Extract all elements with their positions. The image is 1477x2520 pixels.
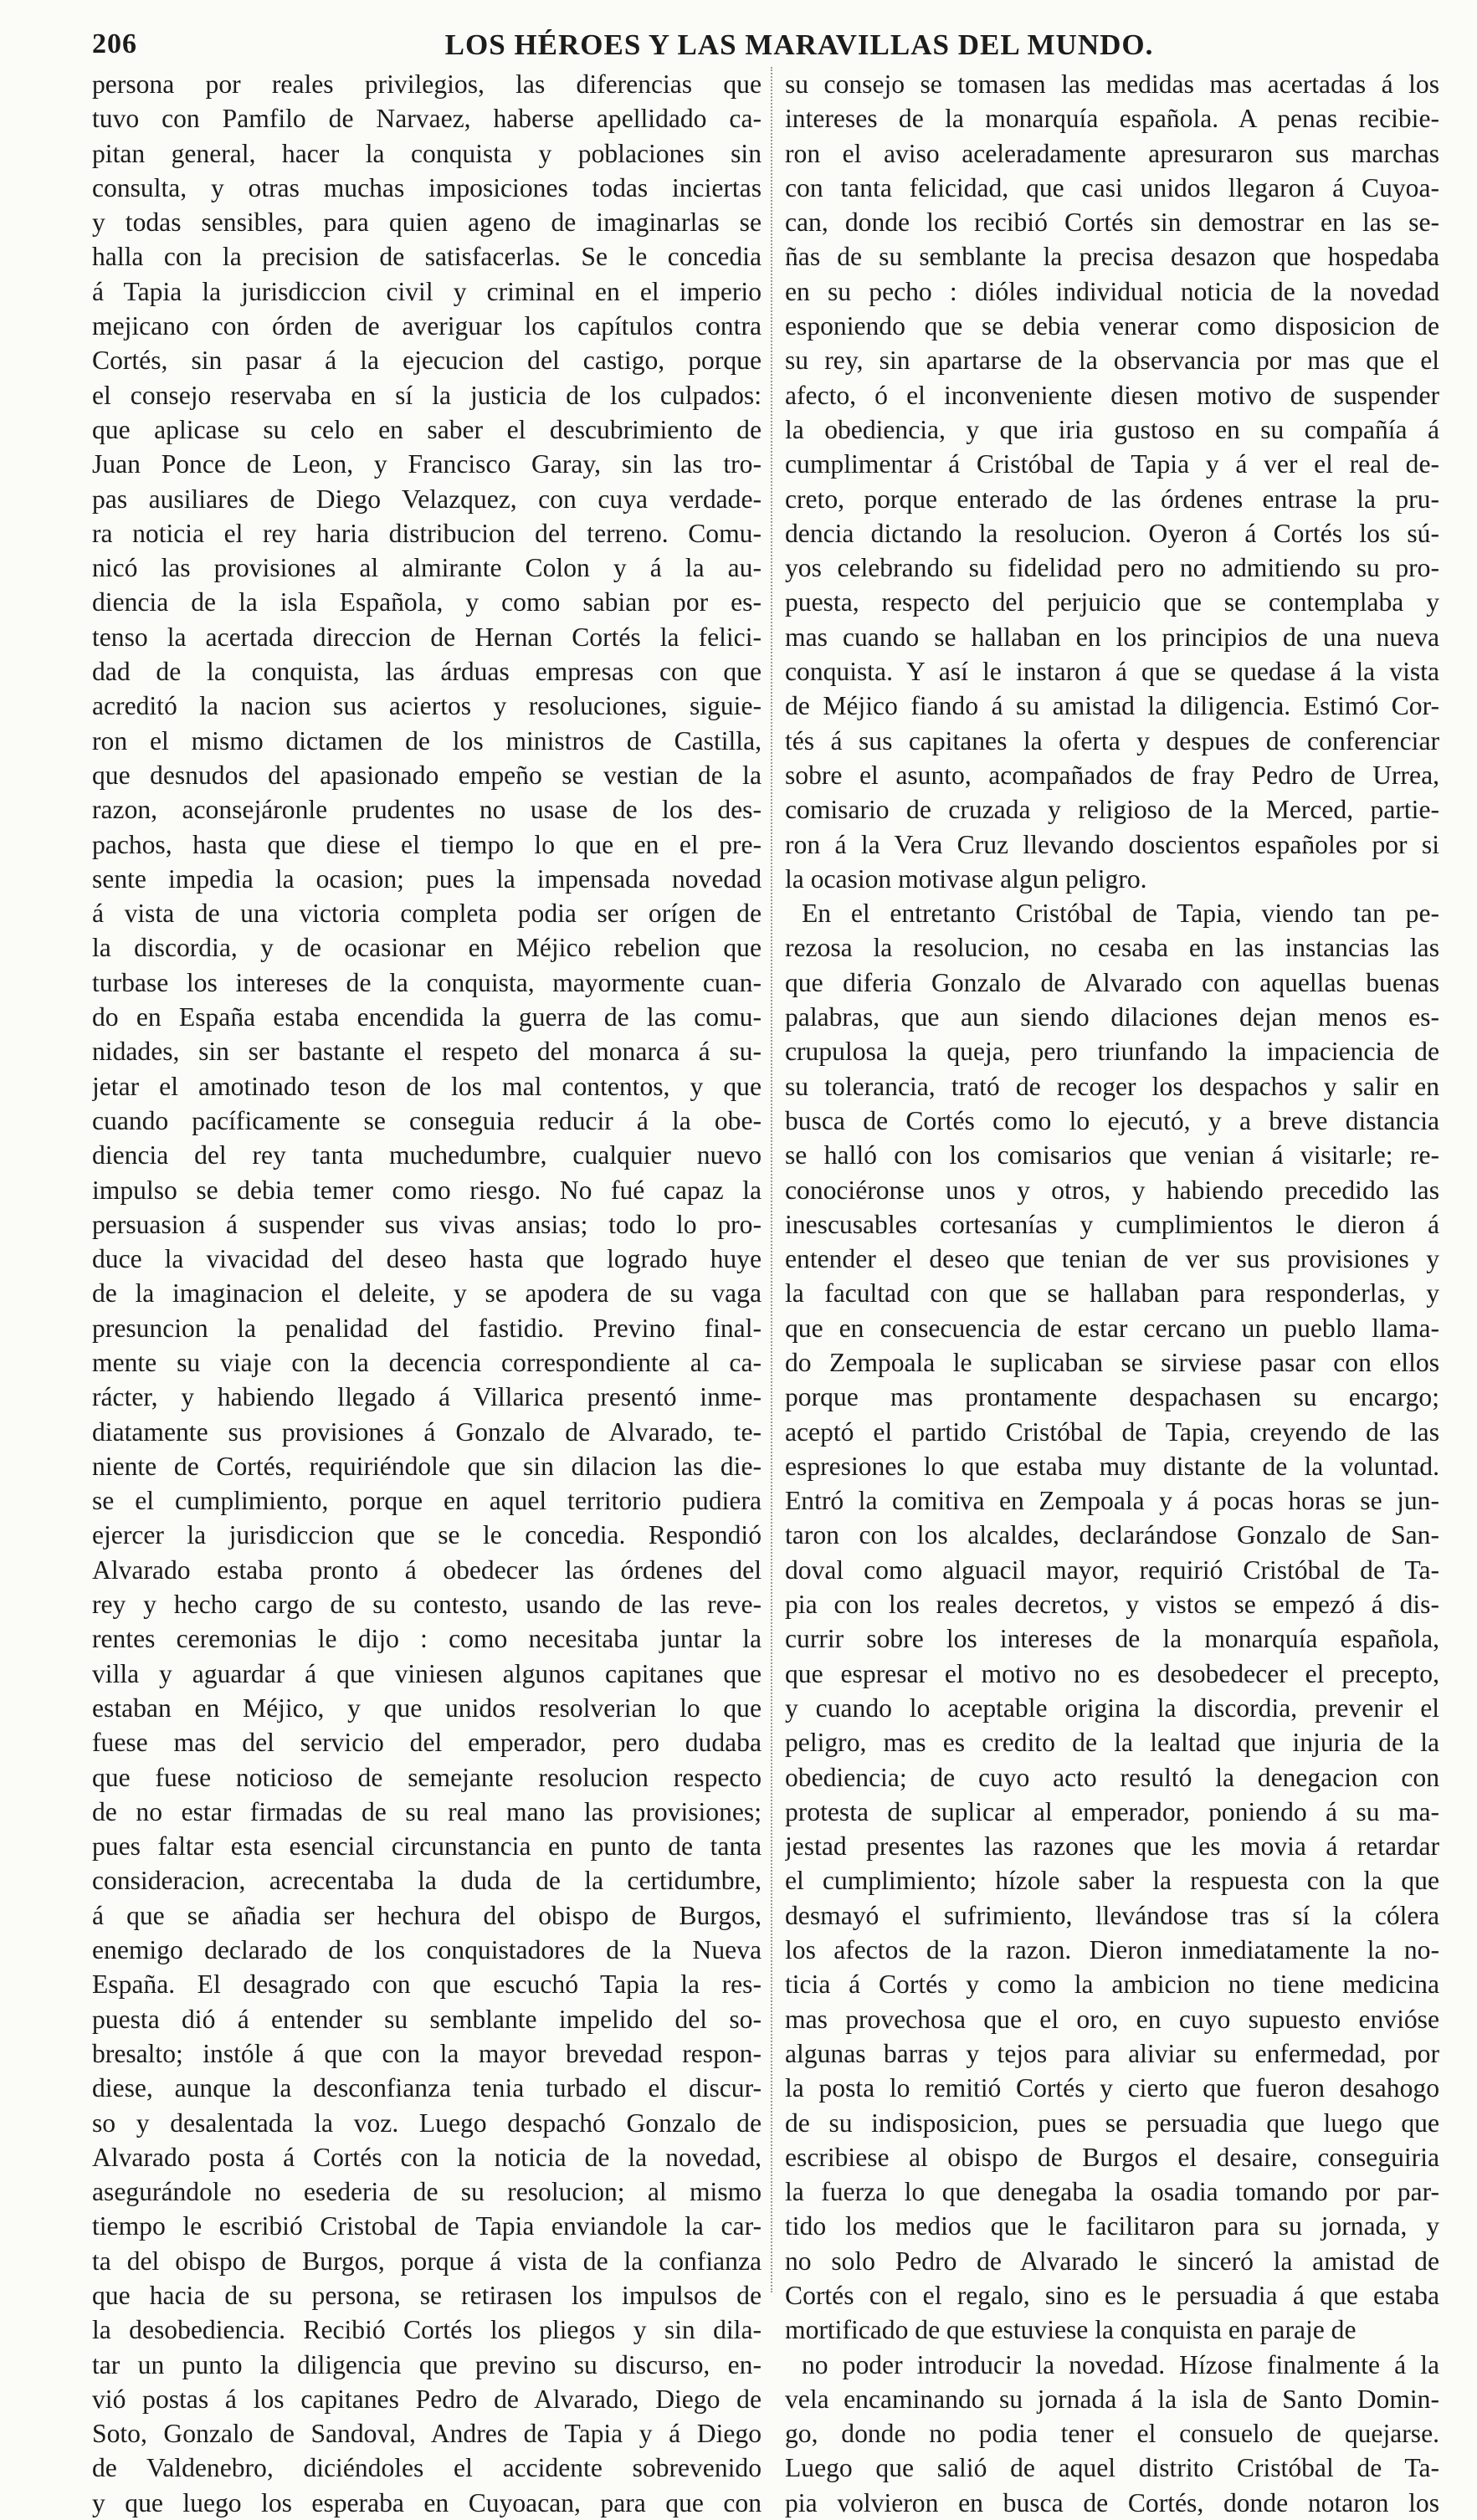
text-line: la fuerza lo que denegaba la osadia tomando por par- [785, 2177, 1439, 2207]
text-line: que diferia Gonzalo de Alvarado con aquellas buenas [785, 967, 1439, 997]
text-line: rentes ceremonias le dijo : como necesitaba juntar la [92, 1624, 762, 1654]
text-line: porque mas prontamente despachasen su encargo; [785, 1382, 1439, 1412]
text-line: de Valdenebro, diciéndoles el accidente sobrevenido [92, 2453, 762, 2483]
text-line: rácter, y habiendo llegado á Villarica presentó inme- [92, 1382, 762, 1412]
text-line: tido los medios que le facilitaron para su jornada, y [785, 2211, 1439, 2241]
text-line: y todas sensibles, para quien ageno de imaginarlas se [92, 207, 762, 238]
text-line: presuncion la penalidad del fastidio. Previno final- [92, 1313, 762, 1343]
text-line: protesta de suplicar al emperador, poniendo á su ma- [785, 1796, 1439, 1826]
text-line: diencia de la isla Española, y como sabian por es- [92, 587, 762, 617]
text-line: enemigo declarado de los conquistadores de la Nueva [92, 1935, 762, 1965]
column-divider [771, 67, 772, 2292]
text-line: dencia dictando la resolucion. Oyeron á Cortés los sú- [785, 518, 1439, 548]
text-line: algunas barras y tejos para aliviar su enfermedad, por [785, 2038, 1439, 2068]
text-line: que fuese noticioso de semejante resolucion respecto [92, 1762, 762, 1792]
text-line: taron con los alcaldes, declarándose Gonzalo de San- [785, 1520, 1439, 1550]
text-line: á Tapia la jurisdiccion civil y criminal en el imperio [92, 276, 762, 306]
text-line: villa y aguardar á que viniesen algunos capitanes que [92, 1658, 762, 1688]
text-line: creto, porque enterado de las órdenes entrase la pru- [785, 484, 1439, 514]
text-line: de su indisposicion, pues se persuadia que luego que [785, 2108, 1439, 2138]
text-line: nidades, sin ser bastante el respeto del monarca á su- [92, 1037, 762, 1067]
text-line: y que luego los esperaba en Cuyoacan, para que con [92, 2487, 762, 2517]
text-line: nicó las provisiones al almirante Colon y á la au- [92, 553, 762, 583]
text-line: doval como alguacil mayor, requirió Cristóbal de Ta- [785, 1555, 1439, 1585]
text-line: Cortés, sin pasar á la ejecucion del castigo, porque [92, 346, 762, 376]
text-line: con tanta felicidad, que casi unidos llegaron á Cuyoa- [785, 172, 1439, 202]
text-line: obediencia; de cuyo acto resultó la denegacion con [785, 1762, 1439, 1792]
text-line: tenso la acertada direccion de Hernan Cortés la felici- [92, 622, 762, 652]
text-line: currir sobre los intereses de la monarquía española, [785, 1624, 1439, 1654]
text-line: que desnudos del apasionado empeño se vestian de la [92, 760, 762, 790]
text-line: turbase los intereses de la conquista, mayormente cuan- [92, 967, 762, 997]
text-line: ron el mismo dictamen de los ministros de Castilla, [92, 725, 762, 755]
text-line: ticia á Cortés y como la ambicion no tiene medicina [785, 1969, 1439, 2000]
text-line: Juan Ponce de Leon, y Francisco Garay, sin las tro- [92, 449, 762, 479]
text-line: mas cuando se hallaban en los principios de una nueva [785, 622, 1439, 652]
text-line: Entró la comitiva en Zempoala y á pocas horas se jun- [785, 1486, 1439, 1516]
text-line: Soto, Gonzalo de Sandoval, Andres de Tapia y á Diego [92, 2419, 762, 2449]
text-line: puesta, respecto del perjuicio que se contemplaba y [785, 587, 1439, 617]
text-line: do Zempoala le suplicaban se sirviese pasar con ellos [785, 1347, 1439, 1377]
text-line: puesta dió á entender su semblante impelido del so- [92, 2004, 762, 2034]
text-line: peligro, mas es credito de la lealtad que injuria de la [785, 1728, 1439, 1758]
text-line: que aplicase su celo en saber el descubrimiento de [92, 414, 762, 444]
text-line: persona por reales privilegios, las diferencias que [92, 69, 762, 99]
text-line: ron á la Vera Cruz llevando doscientos españoles por si [785, 829, 1439, 859]
text-line: vela encaminando su jornada á la isla de Santo Domin- [785, 2384, 1439, 2414]
text-line: de Méjico fiando á su amistad la diligencia. Estimó Cor- [785, 691, 1439, 721]
text-line: espresiones lo que estaba muy distante de la voluntad. [785, 1451, 1439, 1481]
text-line: niente de Cortés, requiriéndole que sin dilacion las die- [92, 1451, 762, 1481]
text-line: tés á sus capitanes la oferta y despues de conferenciar [785, 725, 1439, 755]
text-line: tiempo le escribió Cristobal de Tapia enviandole la car- [92, 2211, 762, 2241]
text-line: persuasion á suspender sus vivas ansias; todo lo pro- [92, 1209, 762, 1239]
text-line: estaban en Méjico, y que unidos resolverian lo que [92, 1693, 762, 1723]
page-header [92, 28, 1431, 65]
text-line: pia volvieron en busca de Cortés, donde notaron los [785, 2487, 1439, 2517]
text-line: duce la vivacidad del deseo hasta que logrado huye [92, 1244, 762, 1274]
text-line: esponiendo que se debia venerar como disposicion de [785, 311, 1439, 341]
text-line: que espresar el motivo no es desobedecer el precepto, [785, 1658, 1439, 1688]
text-line: inescusables cortesanías y cumplimientos le dieron á [785, 1209, 1439, 1239]
text-line: rezosa la resolucion, no cesaba en las instancias las [785, 933, 1439, 963]
text-line: cuando pacíficamente se conseguia reducir á la obe- [92, 1105, 762, 1135]
text-line: yos celebrando su fidelidad pero no admitiendo su pro- [785, 553, 1439, 583]
text-line: mente su viaje con la decencia correspondiente al ca- [92, 1347, 762, 1377]
text-line: ron el aviso aceleradamente apresuraron sus marchas [785, 138, 1439, 168]
text-line: la obediencia, y que iria gustoso en su compañía á [785, 414, 1439, 444]
text-line: ñas de su semblante la precisa desazon que hospedaba [785, 242, 1439, 272]
text-line: entender el deseo que tenian de ver sus provisiones y [785, 1244, 1439, 1274]
text-line: can, donde los recibió Cortés sin demostrar en las se- [785, 207, 1439, 238]
text-line: pitan general, hacer la conquista y poblaciones sin [92, 138, 762, 168]
text-line: diatamente sus provisiones á Gonzalo de Alvarado, te- [92, 1416, 762, 1447]
text-line: á vista de una victoria completa podia ser orígen de [92, 899, 762, 929]
text-line: el cumplimiento; hízole saber la respuesta con la que [785, 1866, 1439, 1896]
text-line: no poder introducir la novedad. Hízose finalmente á la [802, 2349, 1439, 2379]
text-line: el consejo reservaba en sí la justicia de los culpados: [92, 380, 762, 410]
text-line: acreditó la nacion sus aciertos y resoluciones, siguie- [92, 691, 762, 721]
text-line: se el cumplimiento, porque en aquel territorio pudiera [92, 1486, 762, 1516]
text-line: Cortés con el regalo, sino es le persuadia á que estaba [785, 2281, 1439, 2310]
text-line: de la imaginacion el deleite, y se apodera de su vaga [92, 1278, 762, 1309]
text-line: la ocasion motivase algun peligro. [785, 863, 1147, 894]
page-number: 206 [92, 28, 137, 59]
text-line: consulta, y otras muchas imposiciones todas inciertas [92, 172, 762, 202]
text-line: mejicano con órden de averiguar los capítulos contra [92, 311, 762, 341]
text-line: go, donde no podia tener el consuelo de quejarse. [785, 2419, 1439, 2449]
text-line: do en España estaba encendida la guerra de las comu- [92, 1002, 762, 1032]
text-line: los afectos de la razon. Dieron inmediatamente la no- [785, 1935, 1439, 1965]
text-line: halla con la precision de satisfacerlas. Se le concedia [92, 242, 762, 272]
text-line: vió postas á los capitanes Pedro de Alvarado, Diego de [92, 2384, 762, 2414]
text-line: á que se añadia ser hechura del obispo de Burgos, [92, 1900, 762, 1930]
text-line: aceptó el partido Cristóbal de Tapia, creyendo de las [785, 1416, 1439, 1447]
text-line: Alvarado posta á Cortés con la noticia de la novedad, [92, 2142, 762, 2172]
text-line: en su pecho : dióles individual noticia de la novedad [785, 276, 1439, 306]
text-line: no solo Pedro de Alvarado le sinceró la amistad de [785, 2246, 1439, 2276]
text-line: dad de la conquista, las árduas empresas con que [92, 657, 762, 687]
text-line: la facultad con que se hallaban para responderlas, y [785, 1278, 1439, 1309]
text-line: so y desalentada la voz. Luego despachó Gonzalo de [92, 2108, 762, 2138]
text-line: rey y hecho cargo de su contesto, usando de las reve- [92, 1590, 762, 1620]
text-line: afecto, ó el inconveniente diesen motivo de suspender [785, 380, 1439, 410]
text-line: su rey, sin apartarse de la observancia por mas que el [785, 346, 1439, 376]
text-line: busca de Cortés como lo ejecutó, y a breve distancia [785, 1105, 1439, 1135]
text-line: diese, aunque la desconfianza tenia turbado el discur- [92, 2073, 762, 2103]
running-title: LOS HÉROES Y LAS MARAVILLAS DEL MUNDO. [444, 28, 1154, 61]
text-line: intereses de la monarquía española. A penas recibie- [785, 104, 1439, 134]
text-line: desmayó el sufrimiento, llevándose tras sí la cólera [785, 1900, 1439, 1930]
text-line: su consejo se tomasen las medidas mas acertadas á los [785, 69, 1439, 99]
text-line: ra noticia el rey haria distribucion del terreno. Comu- [92, 518, 762, 548]
text-line: pues faltar esta esencial circunstancia en punto de tanta [92, 1831, 762, 1862]
text-line: fuese mas del servicio del emperador, pero dudaba [92, 1728, 762, 1758]
text-line: la discordia, y de ocasionar en Méjico rebelion que [92, 933, 762, 963]
text-line: En el entretanto Cristóbal de Tapia, viendo tan pe- [802, 899, 1439, 929]
text-line: comisario de cruzada y religioso de la Merced, partie- [785, 795, 1439, 825]
text-line: su tolerancia, trató de recoger los despachos y salir en [785, 1071, 1439, 1101]
text-line: pas ausiliares de Diego Velazquez, con cuya verdade- [92, 484, 762, 514]
text-line: se halló con los comisarios que venian á visitarle; re- [785, 1140, 1439, 1170]
text-line: razon, aconsejáronle prudentes no usase de los des- [92, 795, 762, 825]
text-line: sobre el asunto, acompañados de fray Pedro de Urrea, [785, 760, 1439, 790]
text-line: Luego que salió de aquel distrito Cristóbal de Ta- [785, 2453, 1439, 2483]
text-line: la desobediencia. Recibió Cortés los pliegos y sin dila- [92, 2315, 762, 2345]
text-line: jestad presentes las razones que les movia á retardar [785, 1831, 1439, 1862]
text-line: Alvarado estaba pronto á obedecer las órdenes del [92, 1555, 762, 1585]
text-line: mas provechosa que el oro, en cuyo supuesto envióse [785, 2004, 1439, 2034]
text-line: que en consecuencia de estar cercano un pueblo llama- [785, 1313, 1439, 1343]
text-line: impulso se debia temer como riesgo. No fué capaz la [92, 1175, 762, 1205]
text-line: diencia del rey tanta muchedumbre, cualquier nuevo [92, 1140, 762, 1170]
text-line: pachos, hasta que diese el tiempo lo que en el pre- [92, 829, 762, 859]
text-line: conociéronse unos y otros, y habiendo precedido las [785, 1175, 1439, 1205]
text-line: ejercer la jurisdiccion que se le concedia. Respondió [92, 1520, 762, 1550]
text-line: de no estar firmadas de su real mano las provisiones; [92, 1796, 762, 1826]
text-line: escribiese al obispo de Burgos el desaire, conseguiria [785, 2142, 1439, 2172]
left-column [92, 67, 762, 2520]
text-line: sente impedia la ocasion; pues la impensada novedad [92, 863, 762, 894]
text-line: cumplimentar á Cristóbal de Tapia y á ver el real de- [785, 449, 1439, 479]
text-line: mortificado de que estuviese la conquista en paraje de [785, 2315, 1356, 2345]
text-line: tar un punto la diligencia que previno su discurso, en- [92, 2349, 762, 2379]
text-line: asegurándole no esederia de su resolucion; al mismo [92, 2177, 762, 2207]
text-line: tuvo con Pamfilo de Narvaez, haberse apellidado ca- [92, 104, 762, 134]
text-line: bresalto; instóle á que con la mayor brevedad respon- [92, 2038, 762, 2068]
text-line: palabras, que aun siendo dilaciones dejan menos es- [785, 1002, 1439, 1032]
text-line: la posta lo remitió Cortés y cierto que fueron desahogo [785, 2073, 1439, 2103]
text-line: crupulosa la queja, pero triunfando la impaciencia de [785, 1037, 1439, 1067]
text-line: y cuando lo aceptable origina la discordia, prevenir el [785, 1693, 1439, 1723]
text-line: jetar el amotinado teson de los mal contentos, y que [92, 1071, 762, 1101]
text-line: consideracion, acrecentaba la duda de la certidumbre, [92, 1866, 762, 1896]
text-line: pia con los reales decretos, y vistos se empezó á dis- [785, 1590, 1439, 1620]
text-line: España. El desagrado con que escuchó Tapia la res- [92, 1969, 762, 2000]
text-line: conquista. Y así le instaron á que se quedase á la vista [785, 657, 1439, 687]
right-column [785, 67, 1439, 2520]
text-line: ta del obispo de Burgos, porque á vista de la confianza [92, 2246, 762, 2276]
text-line: que hacia de su persona, se retirasen los impulsos de [92, 2281, 762, 2310]
